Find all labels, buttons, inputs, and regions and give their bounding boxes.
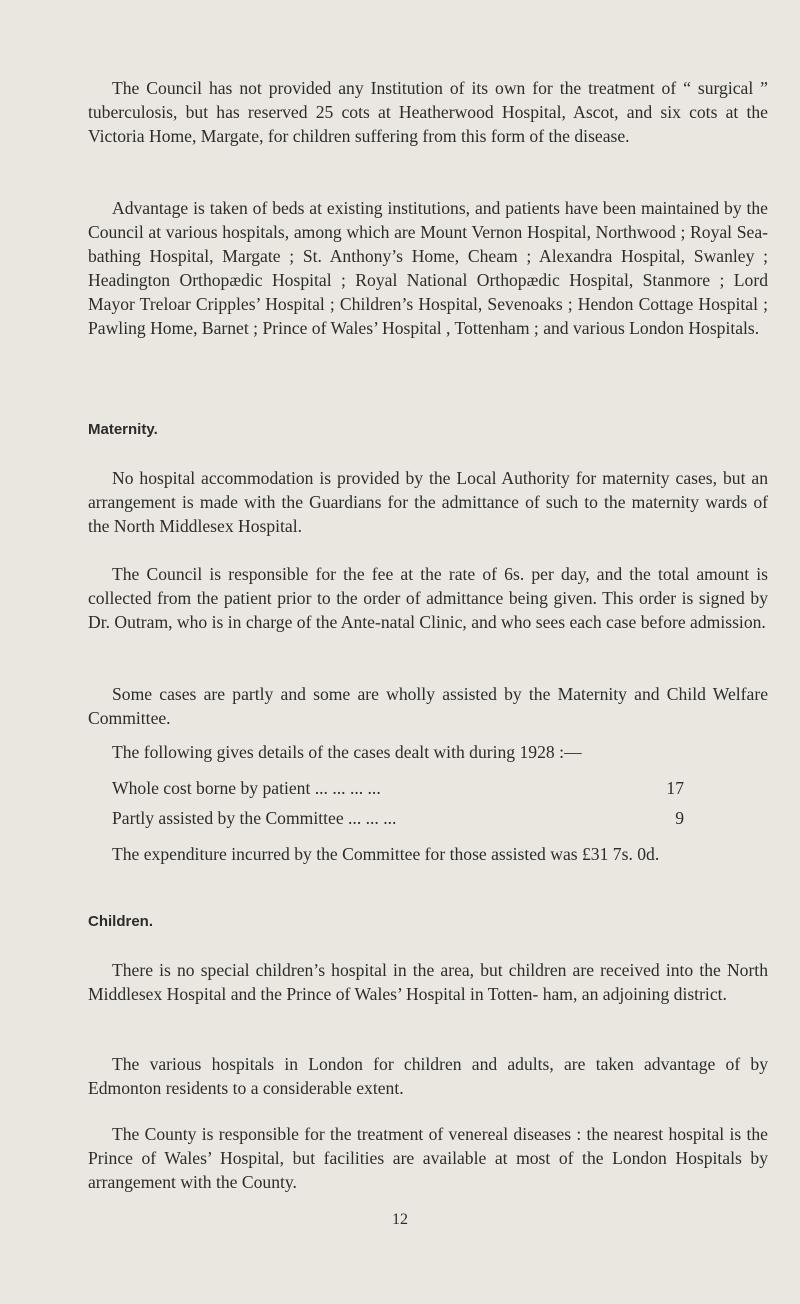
children-heading-block xyxy=(88,912,768,932)
maternity-accommodation-block xyxy=(88,466,768,538)
paragraph-maternity-accommodation: No hospital accommodation is provided by the Local Authority for maternity cases, but an arrangement is made with the Guardians for the admittance of such to the maternity wards of the North Middlesex Hospital. xyxy=(88,468,768,536)
table-row xyxy=(112,806,684,830)
tuberculosis-paragraph xyxy=(88,76,768,148)
section-heading-maternity: Maternity. xyxy=(88,421,158,438)
paragraph-children-hospital: There is no special children’s hospital in the area, but children are received into the North Middlesex Hospital and the Prince of Wales’ Hospital in Totten- ham, an adjoining district. xyxy=(88,960,768,1004)
paragraph-fee-rate: The Council is responsible for the fee at the rate of 6s. per day, and the total amount is collected from the patient prior to the order of admittance being given. This order is signed by Dr. Outram, who is in charge of the Ante-natal Clinic, and who sees each case before admission. xyxy=(88,564,768,632)
london-hospitals-block xyxy=(88,1052,768,1100)
institutions-paragraph xyxy=(88,196,768,340)
row-label: Partly assisted by the Committee ... ... ... xyxy=(112,808,397,828)
paragraph-surgical-tuberculosis: The Council has not provided any Institution of its own for the treatment of “ surgical ” tuberculosis, but has reserved 25 cots at Heatherwood Hospital, Ascot, and six cots at the Victoria Home, Margate, for children suffering from this form of the disease. xyxy=(88,78,768,146)
venereal-block xyxy=(88,1122,768,1194)
paragraph-london-hospitals: The various hospitals in London for children and adults, are taken advantage of by Edmonton residents to a considerable extent. xyxy=(88,1054,768,1098)
assistance-block xyxy=(88,682,768,730)
row-value: 9 xyxy=(675,808,684,828)
fee-block xyxy=(88,562,768,634)
paragraph-existing-institutions: Advantage is taken of beds at existing institutions, and patients have been maintained by the Council at various hospitals, among which are Mount Vernon Hospital, Northwood ; Royal Sea-bathing Hospital, Margate ; St. Anthony’s Home, Cheam ; Alexandra Hospital, Swanley ; Headington Orthopædic Hospital ; Royal National Orthopædic Hospital, Stanmore ; Lord Mayor Treloar Cripples’ Hospital ; Children’s Hospital, Sevenoaks ; Hendon Cottage Hospital ; Pawling Home, Barnet ; Prince of Wales’ Hospital , Tottenham ; and various London Hospitals. xyxy=(88,198,768,338)
page-number: 12 xyxy=(392,1211,408,1228)
paragraph-venereal-diseases: The County is responsible for the treatment of venereal diseases : the nearest hospital is the Prince of Wales’ Hospital, but facilities are available at most of the London Hospitals by arrangement with the County. xyxy=(88,1124,768,1192)
paragraph-committee-assistance: Some cases are partly and some are wholly assisted by the Maternity and Child Welfare Committee. xyxy=(88,684,768,728)
expenditure-block xyxy=(88,842,768,866)
cases-intro-block xyxy=(88,740,768,764)
paragraph-expenditure: The expenditure incurred by the Committee for those assisted was £31 7s. 0d. xyxy=(112,844,660,864)
table-row xyxy=(112,776,684,800)
maternity-heading-block xyxy=(88,420,768,440)
children-hospital-block xyxy=(88,958,768,1006)
paragraph-cases-intro: The following gives details of the cases dealt with during 1928 :— xyxy=(112,742,582,762)
section-heading-children: Children. xyxy=(88,913,154,930)
row-label: Whole cost borne by patient ... ... ... ... xyxy=(112,778,381,798)
row-value: 17 xyxy=(666,778,684,798)
